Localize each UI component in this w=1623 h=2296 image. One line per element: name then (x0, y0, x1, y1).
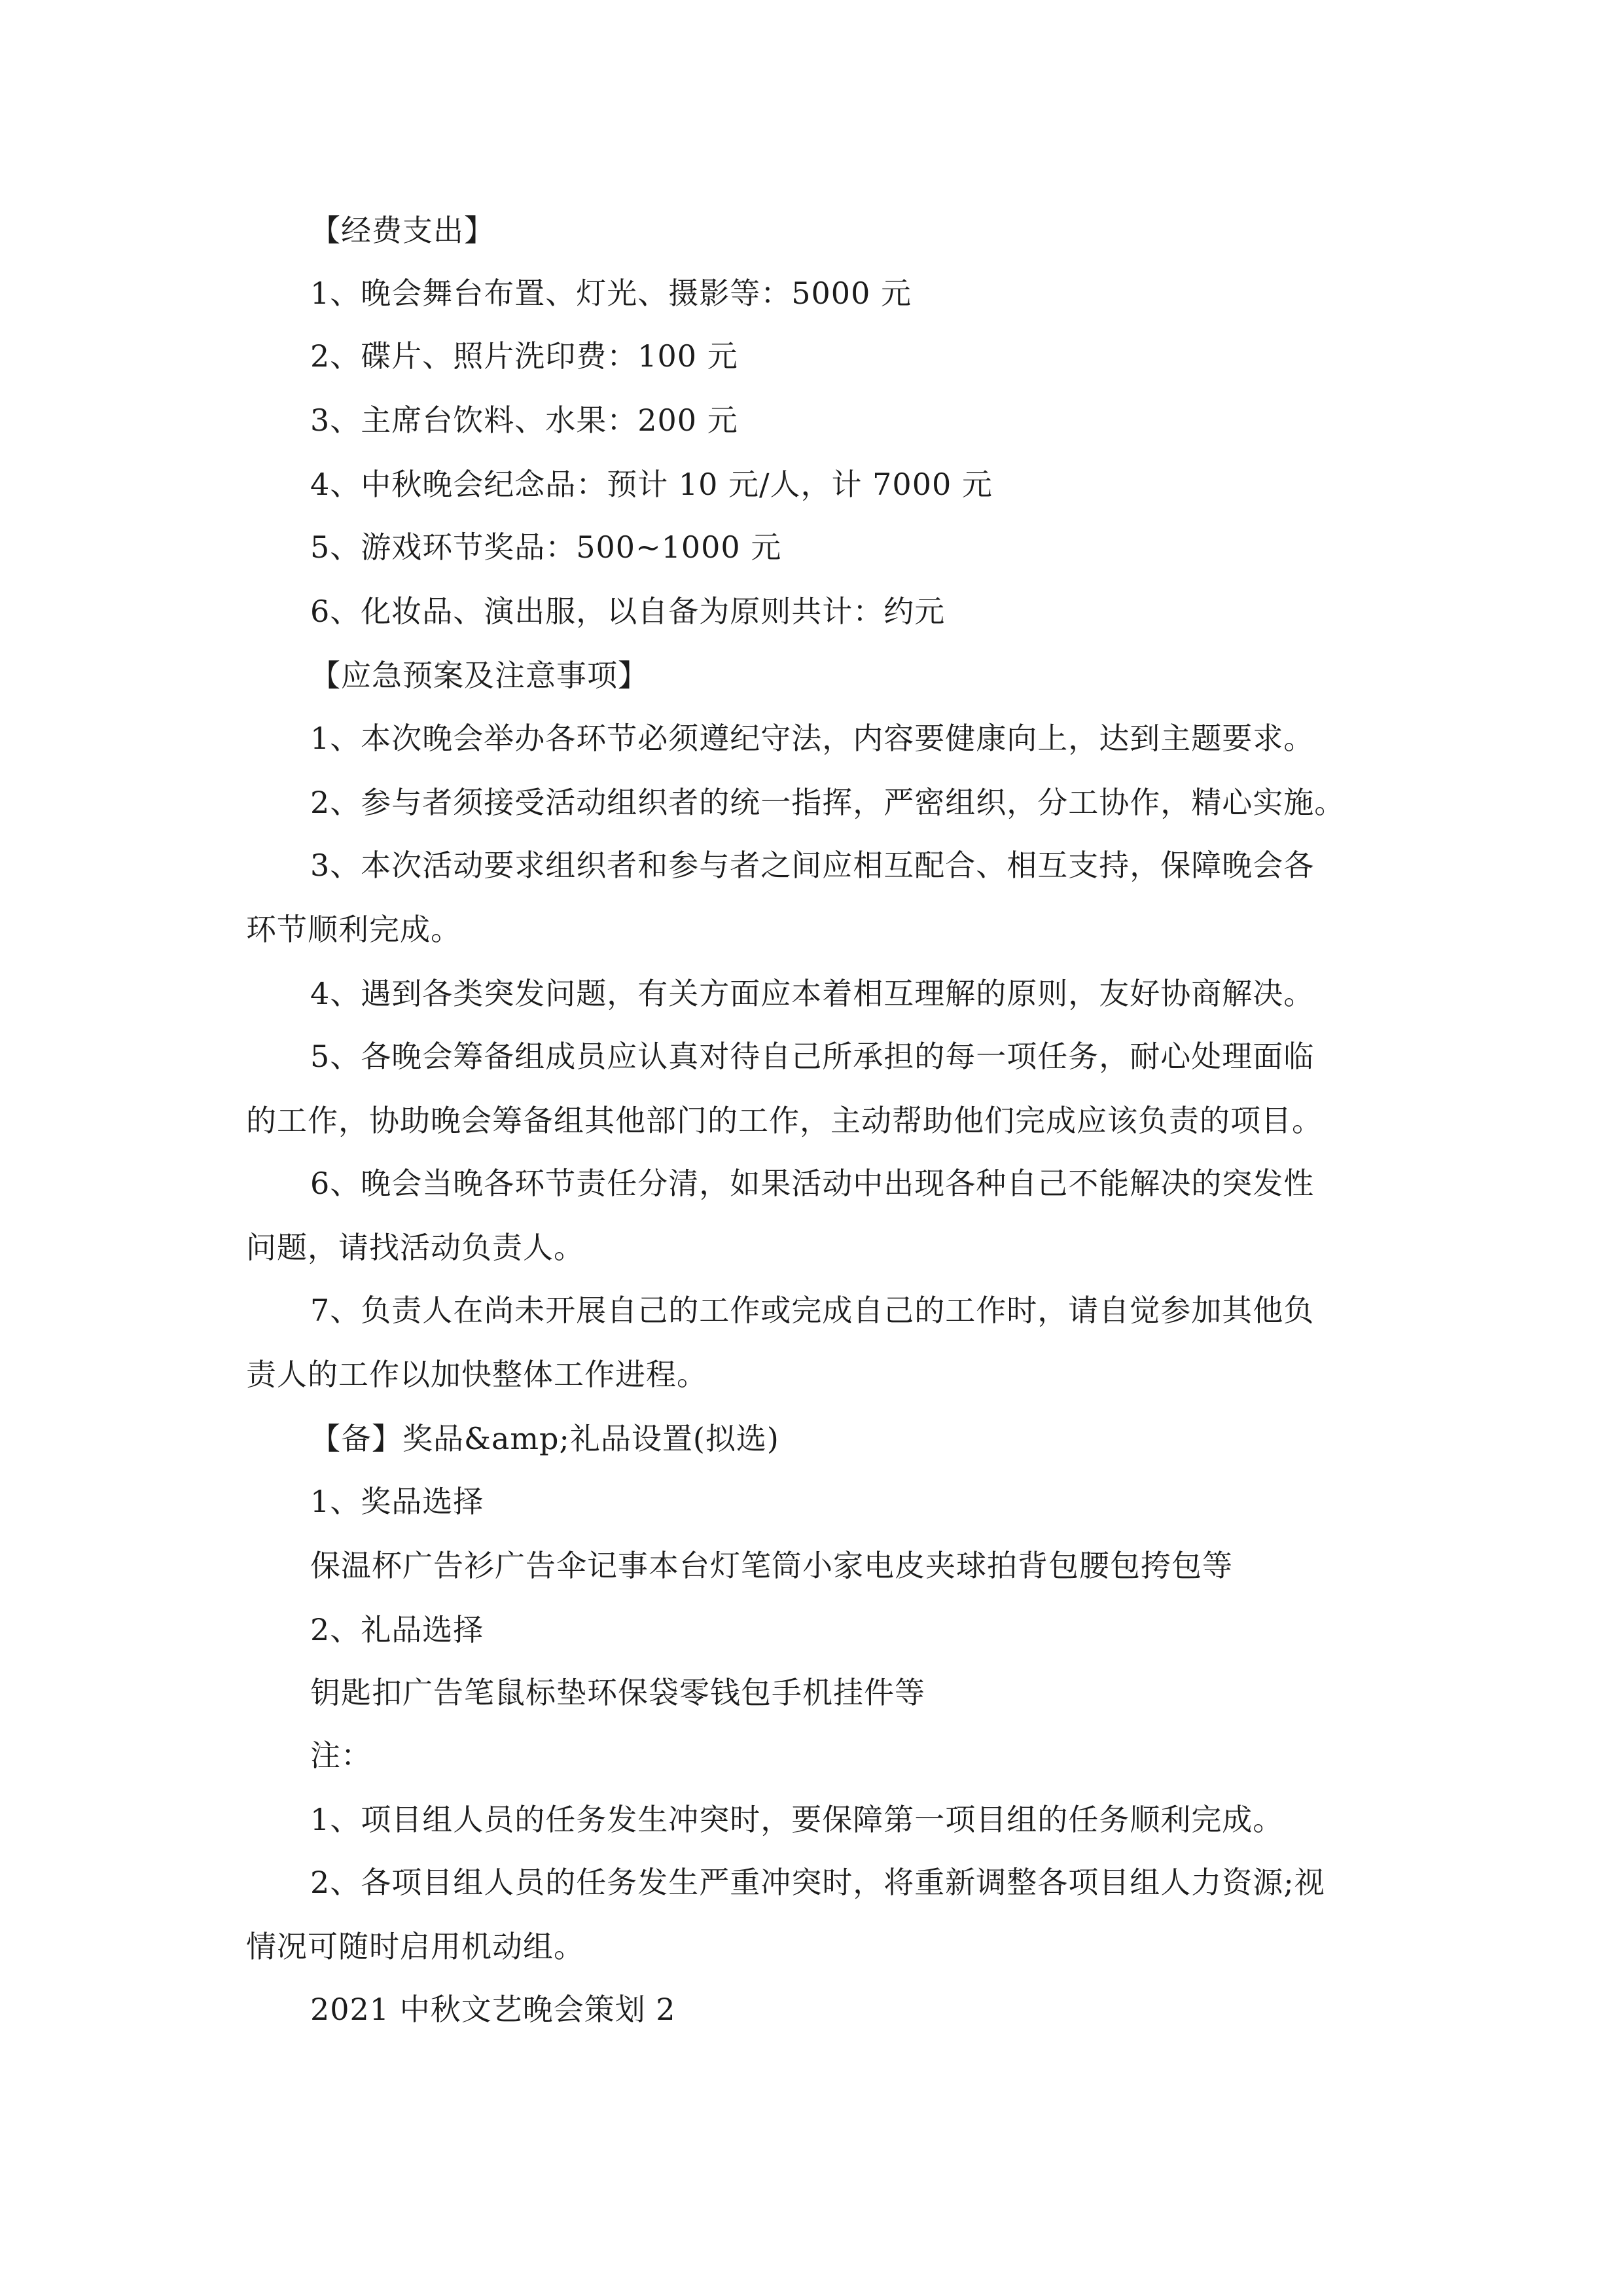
gift-selection-list: 钥匙扣广告笔鼠标垫环保袋零钱包手机挂件等 (310, 1675, 925, 1710)
prize-selection-heading: 1、奖品选择 (310, 1484, 484, 1519)
budget-item-6: 6、化妆品、演出服，以自备为原则共计：约元 (310, 594, 946, 629)
note-item-2-cont: 情况可随时启用机动组。 (246, 1929, 584, 1964)
budget-item-3: 3、主席台饮料、水果：200 元 (310, 403, 738, 438)
contingency-item-4: 4、遇到各类突发问题，有关方面应本着相互理解的原则，友好协商解决。 (310, 976, 1315, 1011)
contingency-item-5-cont: 的工作，协助晚会筹备组其他部门的工作，主动帮助他们完成应该负责的项目。 (246, 1103, 1323, 1138)
contingency-item-7-cont: 责人的工作以加快整体工作进程。 (246, 1357, 707, 1392)
contingency-item-3-cont: 环节顺利完成。 (246, 912, 461, 947)
contingency-item-7: 7、负责人在尚未开展自己的工作或完成自己的工作时，请自觉参加其他负 (310, 1293, 1315, 1328)
budget-item-5: 5、游戏环节奖品：500~1000 元 (310, 529, 782, 565)
section-heading-prizes: 【备】奖品&amp;礼品设置(拟选) (310, 1421, 779, 1456)
next-section-title: 2021 中秋文艺晚会策划 2 (310, 1992, 676, 2027)
contingency-item-1: 1、本次晚会举办各环节必须遵纪守法，内容要健康向上，达到主题要求。 (310, 721, 1315, 756)
budget-item-2: 2、碟片、照片洗印费：100 元 (310, 338, 738, 374)
note-label: 注： (310, 1738, 372, 1773)
prize-selection-list: 保温杯广告衫广告伞记事本台灯笔筒小家电皮夹球拍背包腰包挎包等 (310, 1548, 1233, 1583)
contingency-item-6: 6、晚会当晚各环节责任分清，如果活动中出现各种自己不能解决的突发性 (310, 1166, 1315, 1201)
gift-selection-heading: 2、礼品选择 (310, 1612, 484, 1647)
note-item-1: 1、项目组人员的任务发生冲突时，要保障第一项目组的任务顺利完成。 (310, 1802, 1284, 1837)
budget-item-4: 4、中秋晚会纪念品：预计 10 元/人，计 7000 元 (310, 467, 993, 502)
budget-item-1: 1、晚会舞台布置、灯光、摄影等：5000 元 (310, 276, 912, 311)
contingency-item-6-cont: 问题，请找活动负责人。 (246, 1230, 584, 1265)
section-heading-contingency: 【应急预案及注意事项】 (310, 658, 649, 693)
note-item-2: 2、各项目组人员的任务发生严重冲突时，将重新调整各项目组人力资源;视 (310, 1865, 1325, 1900)
contingency-item-3: 3、本次活动要求组织者和参与者之间应相互配合、相互支持，保障晚会各 (310, 848, 1315, 883)
contingency-item-2: 2、参与者须接受活动组织者的统一指挥，严密组织，分工协作，精心实施。 (310, 785, 1346, 820)
section-heading-budget: 【经费支出】 (310, 213, 495, 248)
contingency-item-5: 5、各晚会筹备组成员应认真对待自己所承担的每一项任务，耐心处理面临 (310, 1039, 1315, 1074)
